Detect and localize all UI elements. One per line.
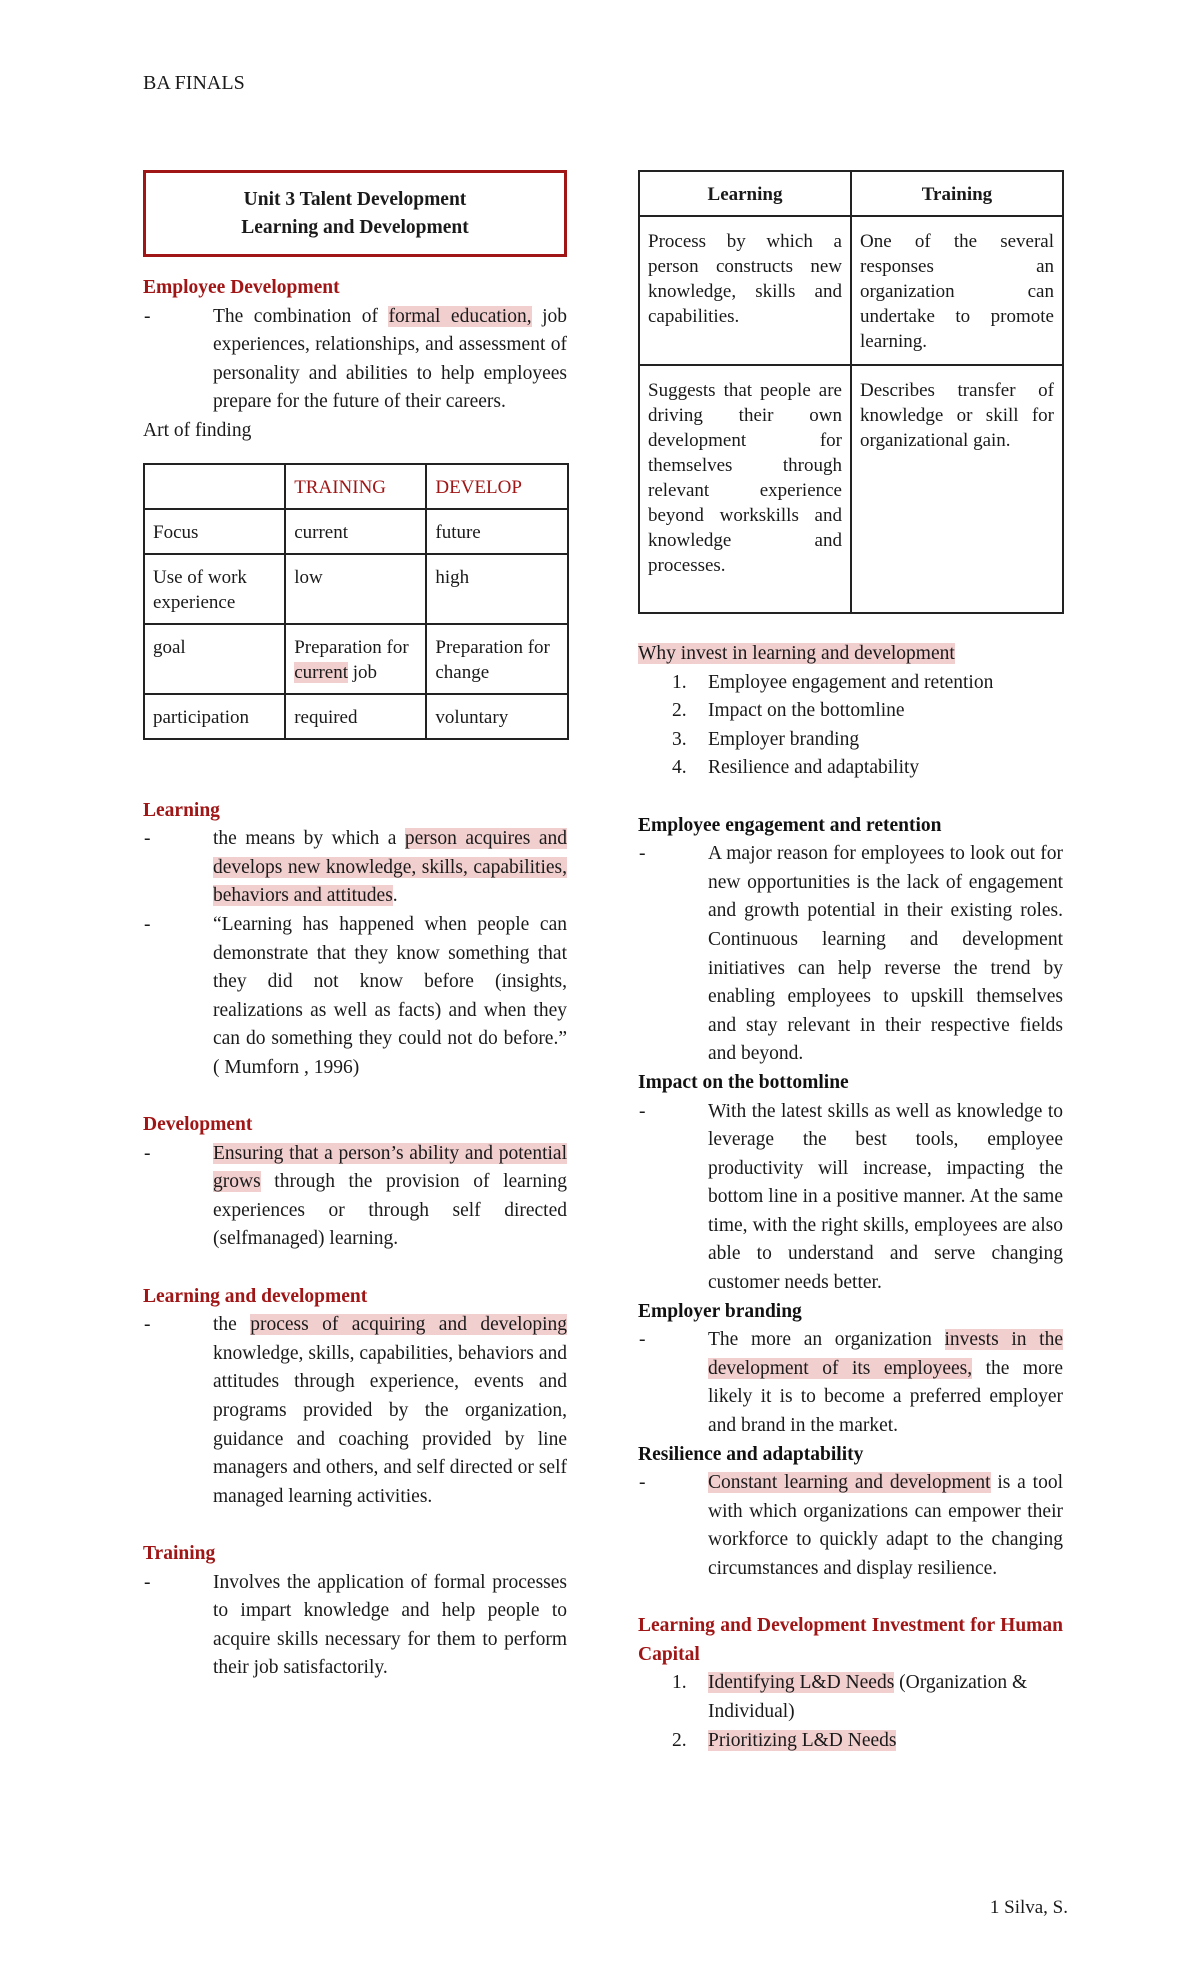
list-item	[638, 669, 1063, 698]
page-header: BA FINALS	[143, 72, 245, 94]
text-span: The combination of	[213, 305, 389, 327]
learning-training-table	[638, 170, 1064, 614]
page-footer: 1 Silva, S.	[989, 1897, 1068, 1918]
branding-list	[638, 1326, 1063, 1440]
development-heading: Development	[143, 1114, 253, 1136]
text-span: through the provision of learning experiences or through self directed (selfmanaged) learning.	[213, 1171, 567, 1250]
investment-heading: Learning and Development Investment for Human Capital	[638, 1615, 1063, 1665]
list-item	[143, 825, 567, 911]
list-item	[638, 1326, 1063, 1440]
table-cell: high	[426, 554, 568, 624]
list-item	[638, 1669, 1063, 1726]
list-item: - Involves the application of formal processes to impart knowledge and help people to acquire skills necessary for them to perform their job satisfactorily.	[143, 1569, 567, 1683]
branding-heading: Employer branding	[638, 1300, 802, 1322]
list-item	[143, 303, 567, 417]
unit-title: Unit 3 Talent Development	[243, 189, 467, 210]
list-item	[638, 697, 1063, 726]
table-cell: Focus	[144, 509, 285, 554]
table-cell: Preparation for change	[426, 624, 568, 694]
table-cell: Process by which a person constructs new knowledge, skills and capabilities.	[639, 216, 851, 365]
learning-and-development-heading: Learning and development	[143, 1285, 368, 1307]
training-list	[143, 1569, 567, 1683]
why-invest-heading	[638, 640, 1063, 669]
learning-list	[143, 825, 567, 1082]
development-list	[143, 1140, 567, 1254]
employee-development-heading: Employee Development	[143, 277, 340, 298]
highlighted-text: invests in the development of its employees,	[708, 1329, 1063, 1379]
text-span: .	[392, 885, 398, 907]
text-span: Preparation for	[294, 636, 409, 658]
list-text: Resilience and adaptability	[708, 757, 920, 779]
highlighted-text: Constant learning and development	[708, 1472, 991, 1494]
highlighted-text: Ensuring that a person’s ability and potential grows	[213, 1142, 567, 1193]
table-cell: One of the several responses an organization can undertake to promote learning.	[851, 216, 1063, 365]
table-row	[144, 624, 568, 694]
list-item	[638, 754, 1063, 783]
list-text: Impact on the bottomline	[708, 700, 905, 722]
list-number: 1.	[672, 671, 687, 693]
table-row	[639, 216, 1063, 365]
highlighted-text: formal education,	[388, 305, 532, 327]
highlighted-text: Prioritizing L&D Needs	[708, 1729, 897, 1751]
text-span: the more likely it is to become a preferred employer and brand in the market.	[708, 1357, 1063, 1437]
table-header-row	[144, 464, 568, 509]
list-item	[638, 726, 1063, 755]
table-header-cell: DEVELOP	[426, 464, 568, 509]
engagement-list	[638, 840, 1063, 1069]
list-number: 1.	[672, 1672, 687, 1694]
unit-subtitle: Learning and Development	[241, 217, 469, 238]
table-header-cell: Learning	[639, 171, 851, 216]
highlighted-text: Why invest in learning and development	[638, 643, 955, 664]
text-span: is a tool with which organizations can empower their workforce to quickly adapt to the changing circumstances and display resilience.	[708, 1472, 1063, 1579]
list-number: 3.	[672, 728, 687, 750]
right-column	[638, 170, 1063, 1755]
text-span: The more an organization	[708, 1329, 945, 1351]
list-text: Employee engagement and retention	[708, 671, 994, 693]
resilience-list	[638, 1469, 1063, 1583]
table-cell	[285, 624, 426, 694]
text-span: the means by which a	[213, 828, 405, 850]
training-heading: Training	[143, 1543, 216, 1564]
list-item: - A major reason for employees to look out for new opportunities is the lack of engagement and growth potential in their existing roles. Continuous learning and development initiatives can help reverse the trend by enabling employees to upskill themselves and stay relevant in their respective fields and beyond.	[638, 840, 1063, 1069]
table-cell: low	[285, 554, 426, 624]
table-cell: goal	[144, 624, 285, 694]
engagement-heading: Employee engagement and retention	[638, 814, 942, 836]
table-cell: future	[426, 509, 568, 554]
list-item	[638, 1469, 1063, 1583]
table-row	[144, 509, 568, 554]
table-cell: participation	[144, 694, 285, 739]
text-span: (Organization & Individual)	[708, 1672, 1028, 1722]
investment-list	[638, 1669, 1063, 1755]
table-cell: required	[285, 694, 426, 739]
highlighted-text: current	[294, 661, 348, 683]
resilience-heading: Resilience and adaptability	[638, 1443, 864, 1465]
highlighted-text: Identifying L&D Needs	[708, 1672, 895, 1694]
table-header-row	[639, 171, 1063, 216]
table-cell: Suggests that people are driving their own development for themselves through relevant experience beyond workskills and knowledge and processes.	[639, 365, 851, 613]
table-cell: voluntary	[426, 694, 568, 739]
highlighted-text: person acquires and develops new knowledge, skills, capabilities, behaviors and attitudes	[213, 828, 567, 907]
list-number: 2.	[672, 1729, 687, 1751]
highlighted-text: process of acquiring and developing	[250, 1314, 567, 1336]
learning-heading: Learning	[143, 799, 220, 821]
table-row	[144, 554, 568, 624]
table-cell: current	[285, 509, 426, 554]
table-row	[144, 694, 568, 739]
list-item	[143, 1140, 567, 1254]
text-span: the	[213, 1314, 251, 1336]
list-item: - “Learning has happened when people can demonstrate that they know something that they did not know before (insights, realizations as well as facts) and when they can do something they could not do before.” ( Mumforn , 1996)	[143, 911, 567, 1083]
list-item	[638, 1727, 1063, 1756]
table-header-cell: Training	[851, 171, 1063, 216]
table-header-cell: TRAINING	[285, 464, 426, 509]
list-number: 2.	[672, 700, 687, 722]
table-row	[639, 365, 1063, 613]
table-cell: Describes transfer of knowledge or skill for organizational gain.	[851, 365, 1063, 613]
unit-title-box	[143, 170, 567, 257]
bottomline-heading: Impact on the bottomline	[638, 1071, 849, 1093]
employee-development-list	[143, 303, 567, 417]
art-of-finding-text: Art of finding	[143, 419, 252, 441]
training-develop-table	[143, 463, 569, 740]
text-span: job experiences, relationships, and assessment of personality and abilities to help employees prepare for the future of their careers.	[213, 305, 568, 413]
left-column	[143, 170, 567, 1683]
learning-and-development-list	[143, 1311, 567, 1511]
list-item: - With the latest skills as well as knowledge to leverage the best tools, employee productivity will increase, impacting the bottom line in a positive manner. At the same time, with the right skills, employees are also able to understand and serve changing customer needs better.	[638, 1098, 1063, 1298]
list-number: 4.	[672, 757, 687, 779]
list-item	[143, 1311, 567, 1511]
text-span: knowledge, skills, capabilities, behaviors and attitudes through experience, events and programs provided by the organization, guidance and coaching provided by line managers and others, and self directed or self managed learning activities.	[213, 1342, 567, 1507]
table-cell: Use of work experience	[144, 554, 285, 624]
list-text: Employer branding	[708, 728, 860, 750]
text-span: job	[348, 661, 378, 683]
table-header-cell	[144, 464, 285, 509]
why-invest-list	[638, 669, 1063, 783]
bottomline-list	[638, 1098, 1063, 1298]
